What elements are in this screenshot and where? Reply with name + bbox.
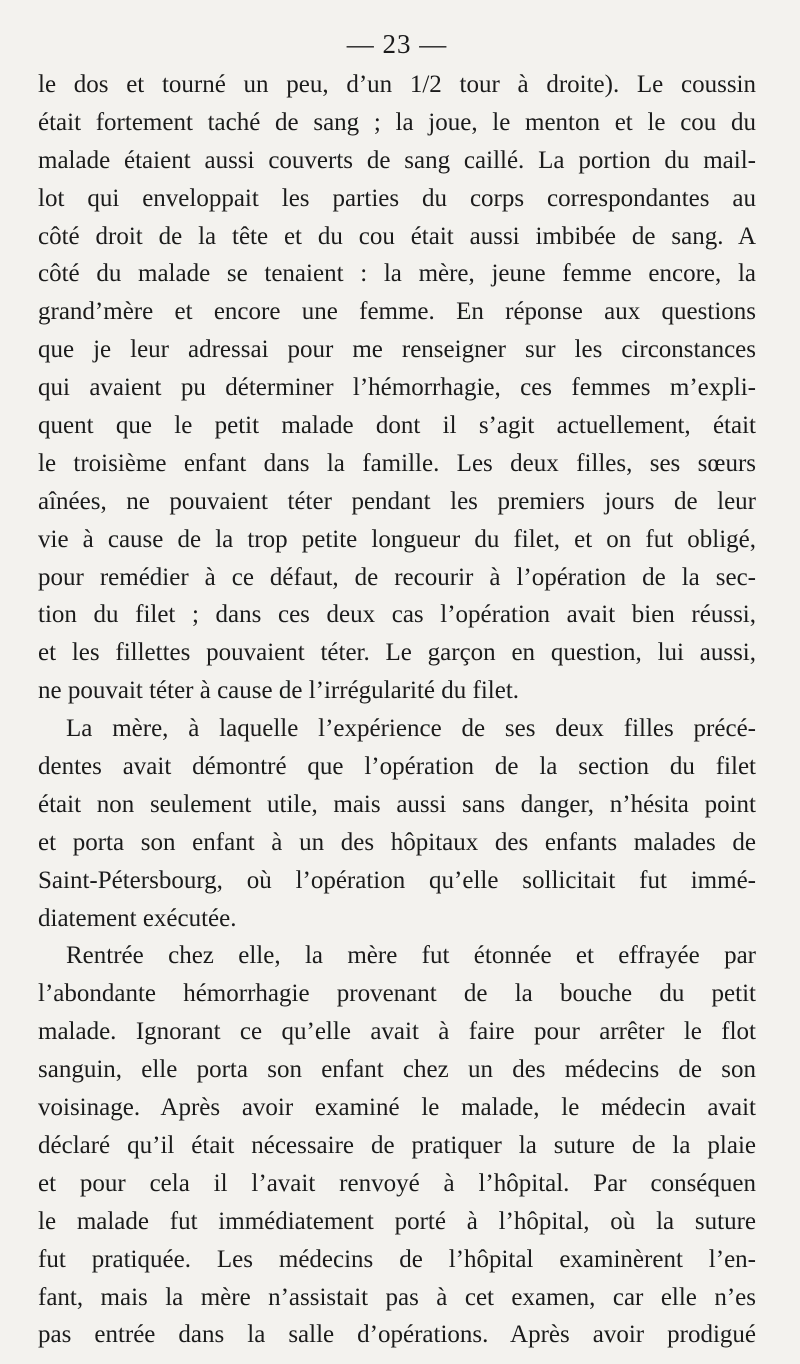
text-line: pour remédier à ce défaut, de recourir à l’opération de la sec-: [38, 563, 756, 591]
paragraph-p3: [38, 937, 756, 1354]
text-line: Rentrée chez elle, la mère fut étonnée et effrayée par: [66, 942, 756, 970]
text-line: et les fillettes pouvaient téter. Le garçon en question, lui aussi,: [38, 639, 756, 667]
text-line: l’abondante hémorrhagie provenant de la bouche du petit: [38, 980, 756, 1008]
text-line: le malade fut immédiatement porté à l’hôpital, où la suture: [38, 1207, 756, 1235]
text-line: fant, mais la mère n’assistait pas à cet examen, car elle n’es: [38, 1283, 756, 1311]
body-text: [38, 66, 756, 1354]
text-line: malade étaient aussi couverts de sang caillé. La portion du mail-: [38, 146, 756, 174]
text-line: était non seulement utile, mais aussi sans danger, n’hésita point: [38, 790, 756, 818]
text-line: diatement exécutée.: [38, 904, 237, 932]
text-line: le troisième enfant dans la famille. Les deux filles, ses sœurs: [38, 449, 756, 477]
text-line: La mère, à laquelle l’expérience de ses deux filles précé-: [66, 715, 756, 743]
text-line: vie à cause de la trop petite longueur du filet, et on fut obligé,: [38, 525, 756, 553]
text-line: que je leur adressai pour me renseigner sur les circonstances: [38, 336, 756, 364]
text-line: aînées, ne pouvaient téter pendant les premiers jours de leur: [38, 487, 756, 515]
text-line: fut pratiquée. Les médecins de l’hôpital examinèrent l’en-: [38, 1245, 756, 1273]
text-line: côté du malade se tenaient : la mère, jeune femme encore, la: [38, 260, 756, 288]
text-line: malade. Ignorant ce qu’elle avait à faire pour arrêter le flot: [38, 1018, 756, 1046]
text-line: déclaré qu’il était nécessaire de pratiquer la suture de la plaie: [38, 1131, 756, 1159]
text-line: était fortement taché de sang ; la joue, le menton et le cou du: [38, 108, 756, 136]
text-line: pas entrée dans la salle d’opérations. Après avoir prodigué: [38, 1321, 756, 1349]
text-line: côté droit de la tête et du cou était aussi imbibée de sang. A: [38, 222, 756, 250]
text-line: ne pouvait téter à cause de l’irrégularité du filet.: [38, 677, 520, 705]
paragraph-p1: [38, 66, 756, 710]
text-line: et porta son enfant à un des hôpitaux des enfants malades de: [38, 828, 756, 856]
text-line: qui avaient pu déterminer l’hémorrhagie, ces femmes m’expli-: [38, 374, 756, 402]
text-line: dentes avait démontré que l’opération de la section du filet: [38, 753, 756, 781]
paragraph-p2: [38, 710, 756, 937]
text-line: le dos et tourné un peu, d’un 1/2 tour à droite). Le coussin: [38, 71, 756, 98]
text-line: tion du filet ; dans ces deux cas l’opération avait bien réussi,: [38, 601, 756, 629]
text-line: Saint-Pétersbourg, où l’opération qu’elle sollicitait fut immé-: [38, 866, 756, 894]
text-line: voisinage. Après avoir examiné le malade, le médecin avait: [38, 1094, 756, 1122]
text-line: et pour cela il l’avait renvoyé à l’hôpital. Par conséquen: [38, 1169, 756, 1197]
text-line: grand’mère et encore une femme. En réponse aux questions: [38, 298, 756, 326]
text-line: lot qui enveloppait les parties du corps correspondantes au: [38, 184, 756, 212]
text-line: quent que le petit malade dont il s’agit actuellement, était: [38, 412, 756, 440]
page-number: — 23 —: [346, 29, 448, 59]
text-line: sanguin, elle porta son enfant chez un des médecins de son: [38, 1056, 756, 1084]
